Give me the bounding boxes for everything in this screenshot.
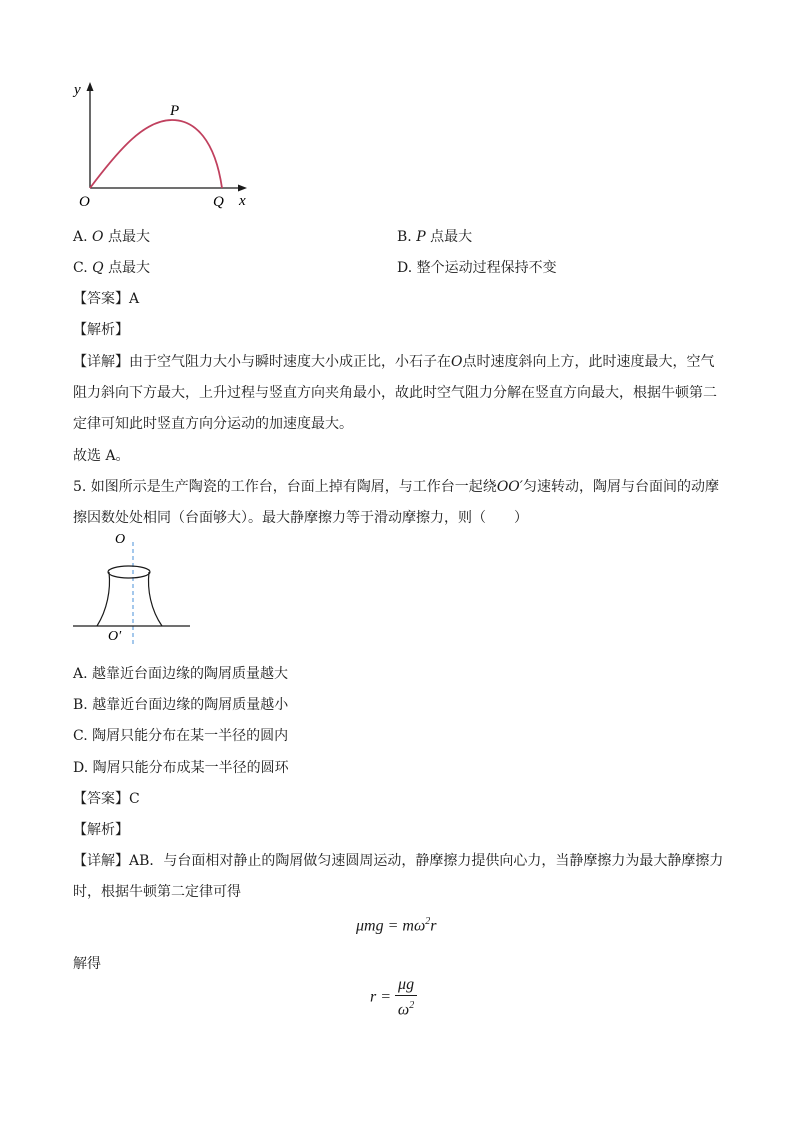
q4-detail-line-2: 阻力斜向下方最大，上升过程与竖直方向夹角最小，故此时空气阻力分解在竖直方向最大，根据牛顿第二	[73, 385, 717, 401]
q5-answer: 【答案】C	[73, 791, 140, 807]
q5-option-c[interactable]: C. 陶屑只能分布在某一半径的圆内	[73, 728, 289, 744]
denominator-base: ω	[397, 1001, 410, 1019]
formula-newton-second-law	[356, 916, 436, 935]
q5-solve-label: 解得	[73, 956, 101, 972]
q5-detail-line-1: 【详解】AB．与台面相对静止的陶屑做匀速圆周运动，静摩擦力提供向心力，当静摩擦力为最大静摩擦力	[73, 853, 724, 869]
option-text: 点最大	[107, 229, 150, 245]
q4-option-a[interactable]	[73, 226, 150, 246]
formula-radius	[370, 976, 417, 1019]
x-axis-label: x	[239, 193, 246, 209]
option-prefix: C.	[73, 260, 88, 276]
stem-text: 5. 如图所示是生产陶瓷的工作台，台面上掉有陶屑，与工作台一起绕	[73, 479, 497, 495]
formula-exponent: 2	[425, 916, 431, 927]
q4-option-b[interactable]	[397, 226, 472, 246]
origin-label: O	[79, 194, 90, 210]
table-top	[108, 566, 150, 578]
q5-detail-line-2: 时，根据牛顿第二定律可得	[73, 884, 241, 900]
q4-option-c[interactable]	[73, 257, 150, 277]
q4-detail-line-1	[73, 351, 714, 371]
q5-option-a[interactable]: A. 越靠近台面边缘的陶屑质量越大	[73, 666, 289, 682]
q5-stem-line-2: 擦因数处处相同（台面够大）。最大静摩擦力等于滑动摩擦力，则（ ）	[73, 510, 528, 526]
table-left-side	[97, 572, 110, 626]
point-o: O	[92, 229, 104, 245]
q5-option-d[interactable]: D. 陶屑只能分布成某一半径的圆环	[73, 760, 289, 776]
stem-text: 匀速转动，陶屑与台面间的动摩	[522, 479, 719, 495]
detail-text: 点时速度斜向上方，此时速度最大，空气	[462, 354, 715, 370]
fraction-numerator: μg	[395, 976, 417, 996]
rotation-axis: OO′	[496, 479, 523, 495]
table-right-side	[149, 572, 162, 626]
y-axis-label: y	[74, 82, 81, 98]
x-axis-arrow	[238, 185, 247, 192]
trajectory-graph	[70, 78, 260, 210]
formula-fraction	[395, 976, 417, 1019]
denominator-exponent: 2	[409, 1000, 415, 1011]
axis-bottom-label: O′	[108, 629, 122, 644]
q4-option-d[interactable]: D. 整个运动过程保持不变	[397, 260, 557, 276]
point-q: Q	[92, 260, 104, 276]
option-prefix: B.	[397, 229, 412, 245]
option-text: 点最大	[430, 229, 473, 245]
q4-answer: 【答案】A	[73, 291, 140, 307]
q4-conclusion: 故选 A。	[73, 448, 130, 464]
y-axis-arrow	[87, 82, 94, 91]
pottery-table-figure	[70, 528, 195, 650]
option-text: 点最大	[108, 260, 151, 276]
detail-text: 【详解】由于空气阻力大小与瞬时速度大小成正比，小石子在	[73, 354, 451, 370]
trajectory-curve	[90, 120, 222, 188]
point-p: P	[416, 229, 426, 245]
peak-label: P	[170, 103, 180, 119]
option-prefix: A.	[73, 229, 88, 245]
q5-analysis-label: 【解析】	[73, 822, 129, 838]
q4-detail-line-3: 定律可知此时竖直方向分运动的加速度最大。	[73, 416, 353, 432]
formula-lhs: r =	[370, 988, 392, 1006]
formula-right: r	[430, 917, 437, 935]
end-label: Q	[213, 194, 224, 210]
point-o: O	[451, 354, 463, 370]
axis-top-label: O	[115, 532, 126, 547]
fraction-denominator	[395, 996, 417, 1019]
q5-option-b[interactable]: B. 越靠近台面边缘的陶屑质量越小	[73, 697, 289, 713]
formula-left: μmg = mω	[356, 917, 426, 935]
q4-analysis-label: 【解析】	[73, 322, 129, 338]
q5-stem-line-1	[73, 476, 719, 496]
